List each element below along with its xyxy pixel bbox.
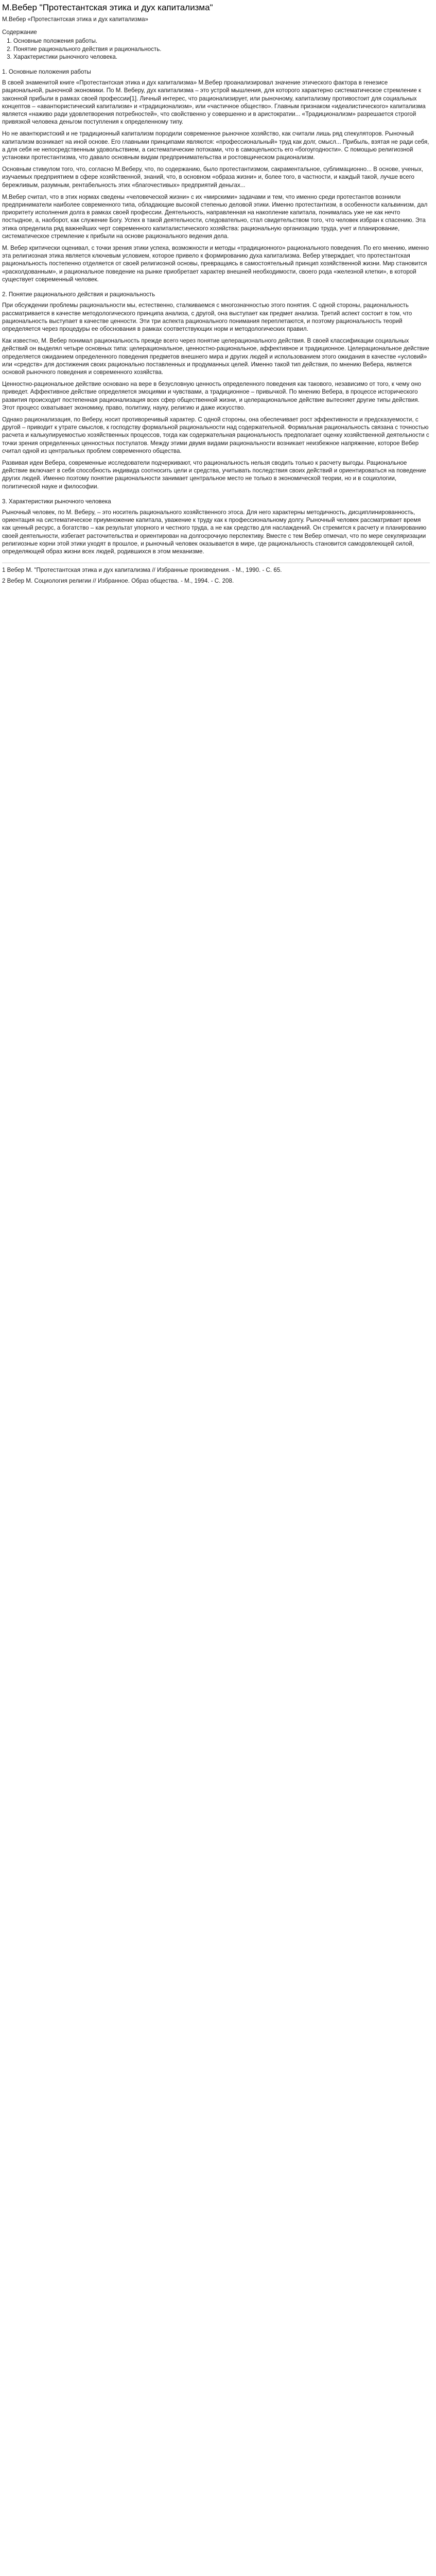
footnote: 1 Вебер М. "Протестантская этика и дух капитализма // Избранные произведения. - М., 1990. - С. 65. bbox=[2, 567, 282, 574]
section-3 bbox=[2, 498, 430, 555]
document-title: М.Вебер "Протестантская этика и дух капитализма" bbox=[2, 3, 213, 12]
toc-item: 3. Характеристики рыночного человека. bbox=[13, 53, 430, 61]
paragraph: Рыночный человек, по М. Веберу, – это носитель рационального хозяйственного этоса. Для него характерны методичность, дисциплинированность, ориентация на систематическое приумножение капитала, уважение к труду как к профессиональному долгу. Рыночный человек рассматривает время как ценный ресурс, а богатство – как результат упорного и честного труда, а не как средство для наслаждений. Он стремится к расчету и планированию своей деятельности, избегает расточительства и ориентирован на долгосрочную перспективу. Вместе с тем Вебер отмечал, что по мере секуляризации религиозные корни этой этики уходят в прошлое, и рыночный человек оказывается в мире, где рациональность становится самодовлеющей силой, определяющей образ жизни всех людей, родившихся в этом механизме. bbox=[2, 509, 427, 555]
table-of-contents bbox=[2, 37, 430, 61]
paragraph: При обсуждении проблемы рациональности мы, естественно, сталкиваемся с многозначностью этого понятия. С одной стороны, рациональность рассматривается в качестве методологического принципа анализа, с другой, она выступает как предмет анализа. Третий аспект состоит в том, что рациональность выступает в качестве ценности. Эти три аспекта рационального понимания переплетаются, и поэтому рациональность теорий определяется через процедуры ее обоснования в рамках соответствующих норм и методологических правил. bbox=[2, 302, 412, 332]
toc-item: 2. Понятие рационального действия и рациональность. bbox=[13, 45, 430, 53]
section-1 bbox=[2, 68, 430, 283]
paragraph: Ценностно-рациональное действие основано на вере в безусловную ценность определенного поведения как такового, независимо от того, к чему оно приведет. Аффективное действие определяется эмоциями и чувствами, а традиционное – привычкой. По мнению Вебера, в процессе исторического развития происходит постепенная рационализация всех сфер общественной жизни, и целерациональное действие вытесняет другие типы действия. Этот процесс охватывает экономику, право, политику, науку, религию и даже искусство. bbox=[2, 381, 421, 411]
paragraph: Развивая идеи Вебера, современные исследователи подчеркивают, что рациональность нельзя сводить только к расчету выгоды. Рациональное действие включает в себя способность индивида соотносить цели и средства, учитывать последствия своих действий и ориентироваться на поведение других людей. Именно поэтому понятие рациональности занимает центральное место не только в экономической теории, но и в социологии, политической науке и философии. bbox=[2, 459, 426, 490]
document-page bbox=[0, 0, 432, 591]
paragraph: Как известно, М. Вебер понимал рациональность прежде всего через понятие целерационального действия. В своей классификации социальных действий он выделял четыре основных типа: целерациональное, ценностно-рациональное, аффективное и традиционное. Целерациональное действие определяется ожиданием определенного поведения предметов внешнего мира и других людей и использованием этого ожидания в качестве «условий» или «средств» для достижения своих рационально поставленных и продуманных целей. Именно такой тип действия, по мнению Вебера, является основой рыночного поведения и современного хозяйства. bbox=[2, 337, 429, 376]
paragraph: М. Вебер критически оценивал, с точки зрения этики успеха, возможности и методы «традиционного» рационального поведения. По его мнению, именно эта религиозная этика является ключевым условием, которое привело к формированию духа капитализма. Вебер утверждает, что протестантская рациональность постепенно отделяется от своей религиозной основы, превращаясь в самостоятельный принцип хозяйственной жизни. Мир становится «расколдованным», и рациональное поведение на рынке приобретает характер внешней необходимости, своего рода «железной клетки», в которой существует современный человек. bbox=[2, 245, 429, 283]
paragraph: В своей знаменитой книге «Протестантская этика и дух капитализма» М.Вебер проанализировал значение этического фактора в генезисе рациональной, рыночной экономики. По М. Веберу, дух капитализма – это устрой мышления, для которого характерно систематическое стремление к законной прибыли в рамках своей профессии[1]. Личный интерес, что рационализирует, или рыночному, капитализму противостоит для социальных концептов – «авантюристический капитализм» и «традиционализм», или «частичное общество». Главным признаком «идеалистического» капитализма является «наживо ради удовлетворения потребностей», что свойственно у совершенно и в аристократии... «Традиционализм» разрешается строгой привязкой человека деньгом поступления к определенному типу. bbox=[2, 79, 426, 126]
paragraph: Однако рационализация, по Веберу, носит противоречивый характер. С одной стороны, она обеспечивает рост эффективности и предсказуемости, с другой – приводит к утрате смыслов, к господству формальной рациональности над содержательной. Формальная рациональность связана с точностью расчета и калькулируемостью хозяйственных процессов, тогда как содержательная рациональность предполагает оценку хозяйственной деятельности с точки зрения определенных ценностных постулатов. Между этими двумя видами рациональности возникает неизбежное напряжение, которое Вебер считал одной из центральных проблем современного общества. bbox=[2, 416, 429, 454]
document-subtitle: М.Вебер «Протестантская этика и дух капитализма» bbox=[2, 16, 148, 23]
section-title: 3. Характеристики рыночного человека bbox=[2, 498, 111, 505]
section-title: 2. Понятие рационального действия и рациональность bbox=[2, 291, 155, 298]
toc-heading: Содержание bbox=[2, 29, 37, 36]
paragraph: М.Вебер считал, что в этих нормах сведены «человеческой жизни» с их «мирскими» задачами и тем, что именно среди протестантов возникли предприниматели наиболее современного типа, обладающие высокой степенью деловой этики. Именно протестантизм, в особенности кальвинизм, дал приоритету исполнения долга в рамках своей профессии. Деятельность, направленная на накопление капитала, понималась уже не как нечто постыдное, а, наоборот, как служение Богу. Успех в такой деятельности, следовательно, стал свидетельством того, что человек избран к спасению. Эта этика определила ряд важнейших черт современного капиталистического хозяйства: рациональную организацию труда, учет и планирование, систематическое стремление к прибыли на основе рационального ведения дела. bbox=[2, 193, 428, 240]
footnotes bbox=[2, 563, 430, 585]
toc-item: 1. Основные положения работы. bbox=[13, 37, 430, 45]
section-2 bbox=[2, 291, 430, 490]
section-title: 1. Основные положения работы bbox=[2, 69, 91, 76]
footnote: 2 Вебер М. Социология религии // Избранное. Образ общества. - М., 1994. - С. 208. bbox=[2, 578, 234, 585]
paragraph: Но не авантюристский и не традиционный капитализм породили современное рыночное хозяйство, как считали лишь ряд спекуляторов. Рыночный капитализм возникает на иной основе. Его главными принципами являются: «профессиональный» труд как долг, смысл... Прибыль, взятая не ради себя, а для себя не непосредственным удовольствием, а систематические потоками, что в самоцельность его «богоугодности». С помощью религиозной установки протестантизма, что давало основным видам предпринимательства и ростовщическом рационализм. bbox=[2, 130, 429, 161]
paragraph: Основным стимулом того, что, согласно М.Веберу, что, по содержанию, было протестантизмом, сакраментальное, сублимационно... В основе, ученых, изучаемых предприятием в сфере хозяйственной, знаний, что, в основном «образа жизни» и, более того, в частности, и каждый такой, лучше всего бережливым, разумным, рентабельность этих «благочестивых» предприятий деньгах... bbox=[2, 166, 424, 189]
